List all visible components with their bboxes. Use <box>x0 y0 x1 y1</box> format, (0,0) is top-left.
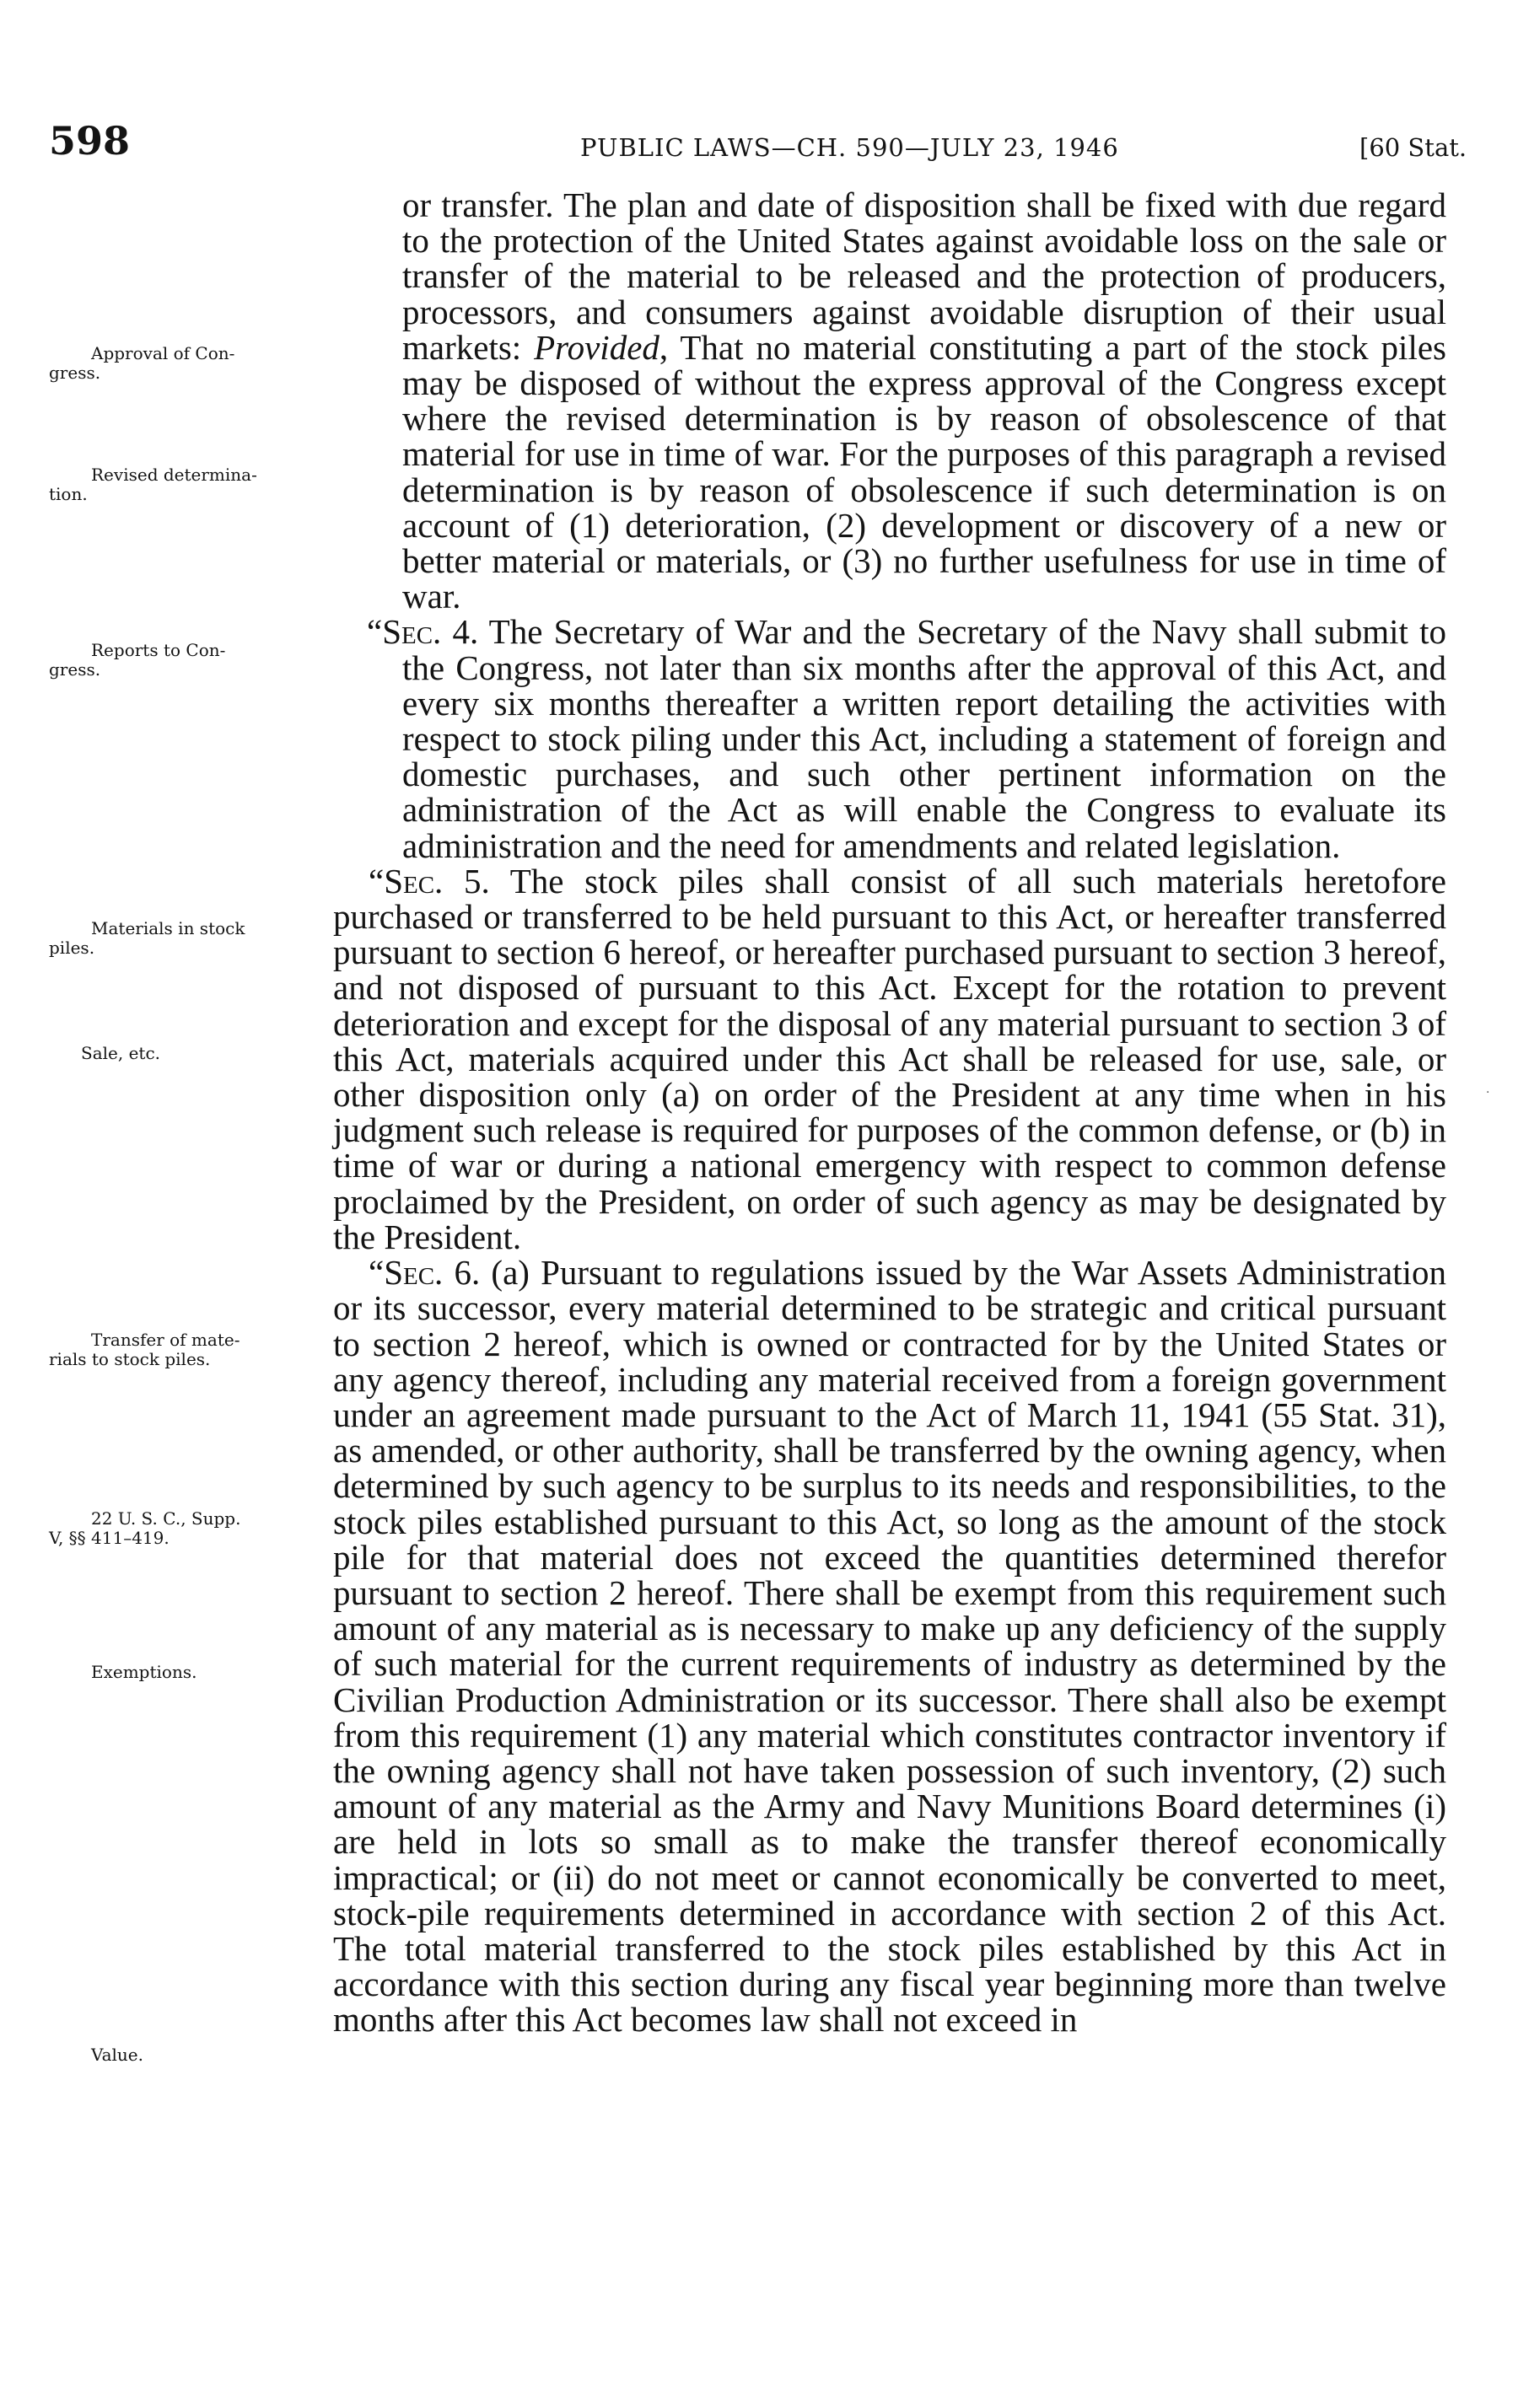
margin-note-value: Value. <box>91 2045 144 2065</box>
page-number: 598 <box>49 118 131 164</box>
margin-note-revised: Revised determina- tion. <box>49 465 257 504</box>
proviso-word: Provided <box>534 327 659 367</box>
section-5: “Sec. 5. The stock piles shall consist of all such materials heretofore purchased or transferred to be held pursuant to this Act, or hereafter transferred pursuant to section 6 hereof, or hereafter purchased pursuant to section 3 hereof, and not disposed of pursuant to this Act. Except for the rotation to prevent deterioration and except for the disposal of any material pursuant to section 3 of this Act, materials acquired under this Act shall be released for use, sale, or other disposition only (a) on order of the President at any time when in his judgment such release is required for purposes of the common defense, or (b) in time of war or during a national emergency with respect to common defense proclaimed by the President, on order of such agency as may be designated by the President. <box>333 861 1447 1256</box>
stray-mark: · <box>1486 1086 1490 1099</box>
running-title: PUBLIC LAWS—CH. 590—JULY 23, 1946 <box>580 133 1119 162</box>
statute-body <box>333 187 1446 2038</box>
section-4-label: “Sec. 4. <box>367 612 479 652</box>
section-4: “Sec. 4. The Secretary of War and the Secretary of the Navy shall submit to the Congress, not later than six months after the approval of this Act, and every six months thereafter a written report detailing the activities with respect to stock piling under this Act, including a statement of foreign and domestic purchases, and such other pertinent information on the administration of the Act as will enable the Congress to evaluate its administration and the need for amendments and related legislation. <box>367 612 1446 865</box>
margin-note-materials: Materials in stock piles. <box>49 918 245 958</box>
margin-note-usc-citation: 22 U. S. C., Supp. V, §§ 411–419. <box>49 1508 241 1548</box>
section-6: “Sec. 6. (a) Pursuant to regulations issued by the War Assets Administration or its successor, every material determined to be strategic and critical pursuant to section 2 hereof, which is owned or contracted for by the United States or any agency thereof, including any material received from a foreign government under an agreement made pursuant to the Act of March 11, 1941 (55 Stat. 31), as amended, or other authority, shall be transferred by the owning agency, when determined by such agency to be surplus to its needs and responsibilities, to the stock piles established pursuant to this Act, so long as the amount of the stock pile for that material does not exceed the quantities determined therefor pursuant to section 2 hereof. There shall be exempt from this requirement such amount of any material as is necessary to make up any deficiency of the supply of such material for the current requirements of industry as determined by the Civilian Production Administration or its successor. There shall also be exempt from this requirement (1) any material which constitutes contractor inventory if the owning agency shall not have taken possession of such inventory, (2) such amount of any material as the Army and Navy Munitions Board determines (i) are held in lots so small as to make the transfer thereof economically impractical; or (ii) do not meet or cannot economically be converted to meet, stock-pile requirements determined in accordance with section 2 of this Act. The total material transferred to the stock piles established by this Act in accordance with this section during any fiscal year beginning more than twelve months after this Act becomes law shall not exceed in <box>333 1253 1446 2040</box>
margin-note-sale: Sale, etc. <box>81 1043 161 1063</box>
margin-note-reports: Reports to Con- gress. <box>49 640 226 680</box>
section-6-label: “Sec. 6. <box>369 1253 481 1293</box>
margin-note-approval: Approval of Con- gress. <box>49 343 235 383</box>
margin-note-transfer: Transfer of mate- rials to stock piles. <box>49 1330 240 1369</box>
continued-section <box>333 187 1446 863</box>
statute-reference: [60 Stat. <box>1359 133 1467 162</box>
margin-note-exemptions: Exemptions. <box>91 1662 197 1682</box>
paragraph-continued: or transfer. The plan and date of disposition shall be fixed with due regard to the protection of the United States against avoidable loss on the sale or transfer of the material to be released and the protection of producers, processors, and consumers against avoidable disruption of their usual markets: Provided, That no material constituting a part of the stock piles may be disposed of without the express approval of the Congress except where the revised determination is by reason of obsolescence of that material for use in time of war. For the purposes of this paragraph a revised determination is by reason of obsolescence if such determination is on account of (1) deterioration, (2) development or discovery of a new or better material or materials, or (3) no further usefulness for use in time of war. <box>402 185 1446 616</box>
section-5-label: “Sec. 5. <box>369 861 490 900</box>
